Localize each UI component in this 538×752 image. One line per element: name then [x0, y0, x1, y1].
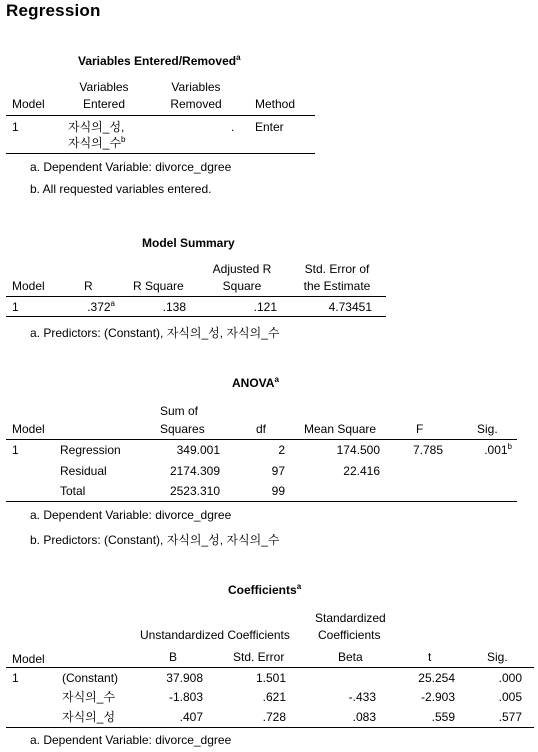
bottom-rule: [6, 153, 315, 154]
header-se-line1: Std. Error of: [304, 262, 370, 276]
header-adjusted-line1: Adjusted R: [212, 262, 272, 276]
header-model: Model: [12, 279, 45, 293]
row-label: 자식의_수: [62, 690, 116, 704]
row-label: 자식의_성: [62, 710, 116, 724]
header-model: Model: [12, 97, 45, 111]
row-entered-line2: 자식의_수$^b$: [68, 135, 126, 150]
header-se-line2: the Estimate: [303, 279, 371, 293]
anova-title: ANOVA$^a$: [232, 375, 279, 390]
row-method: Enter: [255, 120, 284, 134]
row-label: (Constant): [62, 671, 119, 685]
row-label: Total: [60, 484, 86, 498]
coefficients-title: Coefficients$^a$: [228, 582, 302, 597]
header-method: Method: [255, 97, 296, 111]
header-std-line1: Standardized: [315, 611, 386, 625]
row-sig: .000: [498, 671, 522, 685]
header-rule: [6, 296, 386, 297]
header-r: R: [84, 279, 93, 293]
row-ss: 2523.310: [169, 484, 220, 498]
header-sig: Sig.: [487, 650, 508, 664]
footnote-b: b. Predictors: (Constant), 자식의_성, 자식의_수: [30, 533, 280, 547]
row-ss: 2174.309: [169, 464, 220, 478]
header-f: F: [416, 422, 424, 436]
row-model: 1: [12, 300, 19, 314]
row-ms: 174.500: [336, 443, 380, 457]
header-beta: Beta: [338, 650, 363, 664]
header-rule: [6, 439, 517, 440]
bottom-rule: [6, 501, 517, 502]
row-model: 1: [12, 120, 19, 134]
header-unstandardized: Unstandardized Coefficients: [140, 628, 290, 642]
row-b: .407: [179, 710, 203, 724]
row-sig: .001$^b$: [484, 442, 512, 457]
bottom-rule: [6, 316, 386, 317]
header-removed-line2: Removed: [170, 97, 222, 111]
header-se: Std. Error: [233, 650, 285, 664]
header-entered-line1: Variables: [79, 80, 129, 94]
header-sig: Sig.: [477, 422, 498, 436]
footnote-a: a. Dependent Variable: divorce_dgree: [30, 160, 232, 174]
footnote-a: a. Dependent Variable: divorce_dgree: [30, 508, 232, 522]
header-b: B: [169, 650, 178, 664]
header-std-line2: Coefficients: [318, 628, 381, 642]
row-b: 37.908: [166, 671, 203, 685]
footnote-b: b. All requested variables entered.: [30, 182, 212, 196]
header-entered-line2: Entered: [82, 97, 126, 111]
header-ss-line1: Sum of: [160, 404, 199, 418]
header-model: Model: [12, 652, 45, 666]
row-beta: .083: [352, 710, 376, 724]
footnote-a: a. Predictors: (Constant), 자식의_성, 자식의_수: [30, 326, 280, 340]
header-ss-line2: Squares: [160, 422, 205, 436]
row-label: Regression: [60, 443, 121, 457]
row-se: 4.73451: [328, 300, 372, 314]
header-mean-square: Mean Square: [304, 422, 377, 436]
header-model: Model: [12, 422, 45, 436]
header-removed-line1: Variables: [171, 80, 221, 94]
row-removed: .: [231, 120, 235, 134]
row-model: 1: [12, 443, 19, 457]
header-rule: [6, 667, 534, 668]
variables-table-title: Variables Entered/Removed$^a$: [78, 53, 241, 68]
row-df: 2: [278, 443, 285, 457]
row-df: 99: [271, 484, 285, 498]
row-model: 1: [12, 671, 19, 685]
header-rule: [6, 115, 315, 116]
row-ss: 349.001: [176, 443, 220, 457]
header-r-square: R Square: [133, 279, 184, 293]
row-b: -1.803: [168, 690, 203, 704]
header-df: df: [256, 422, 267, 436]
row-sig: .577: [498, 710, 522, 724]
bottom-rule: [6, 727, 534, 728]
row-entered-line1: 자식의_성,: [68, 120, 125, 134]
row-beta: -.433: [348, 690, 376, 704]
header-adjusted-line2: Square: [222, 279, 262, 293]
header-t: t: [428, 650, 432, 664]
row-t: -2.903: [420, 690, 455, 704]
footnote-a: a. Dependent Variable: divorce_dgree: [30, 733, 232, 747]
row-se: 1.501: [255, 671, 286, 685]
row-se: .621: [262, 690, 286, 704]
row-t: 25.254: [418, 671, 455, 685]
model-summary-title: Model Summary: [142, 236, 235, 250]
page-title: Regression: [6, 1, 101, 20]
row-sig: .005: [498, 690, 522, 704]
row-label: Residual: [60, 464, 107, 478]
row-se: .728: [262, 710, 286, 724]
row-r-square: .138: [162, 300, 186, 314]
row-t: .559: [431, 710, 455, 724]
row-f: 7.785: [412, 443, 443, 457]
row-ms: 22.416: [343, 464, 380, 478]
row-adjusted: .121: [253, 300, 277, 314]
row-r: .372$^a$: [87, 299, 115, 314]
row-df: 97: [271, 464, 285, 478]
